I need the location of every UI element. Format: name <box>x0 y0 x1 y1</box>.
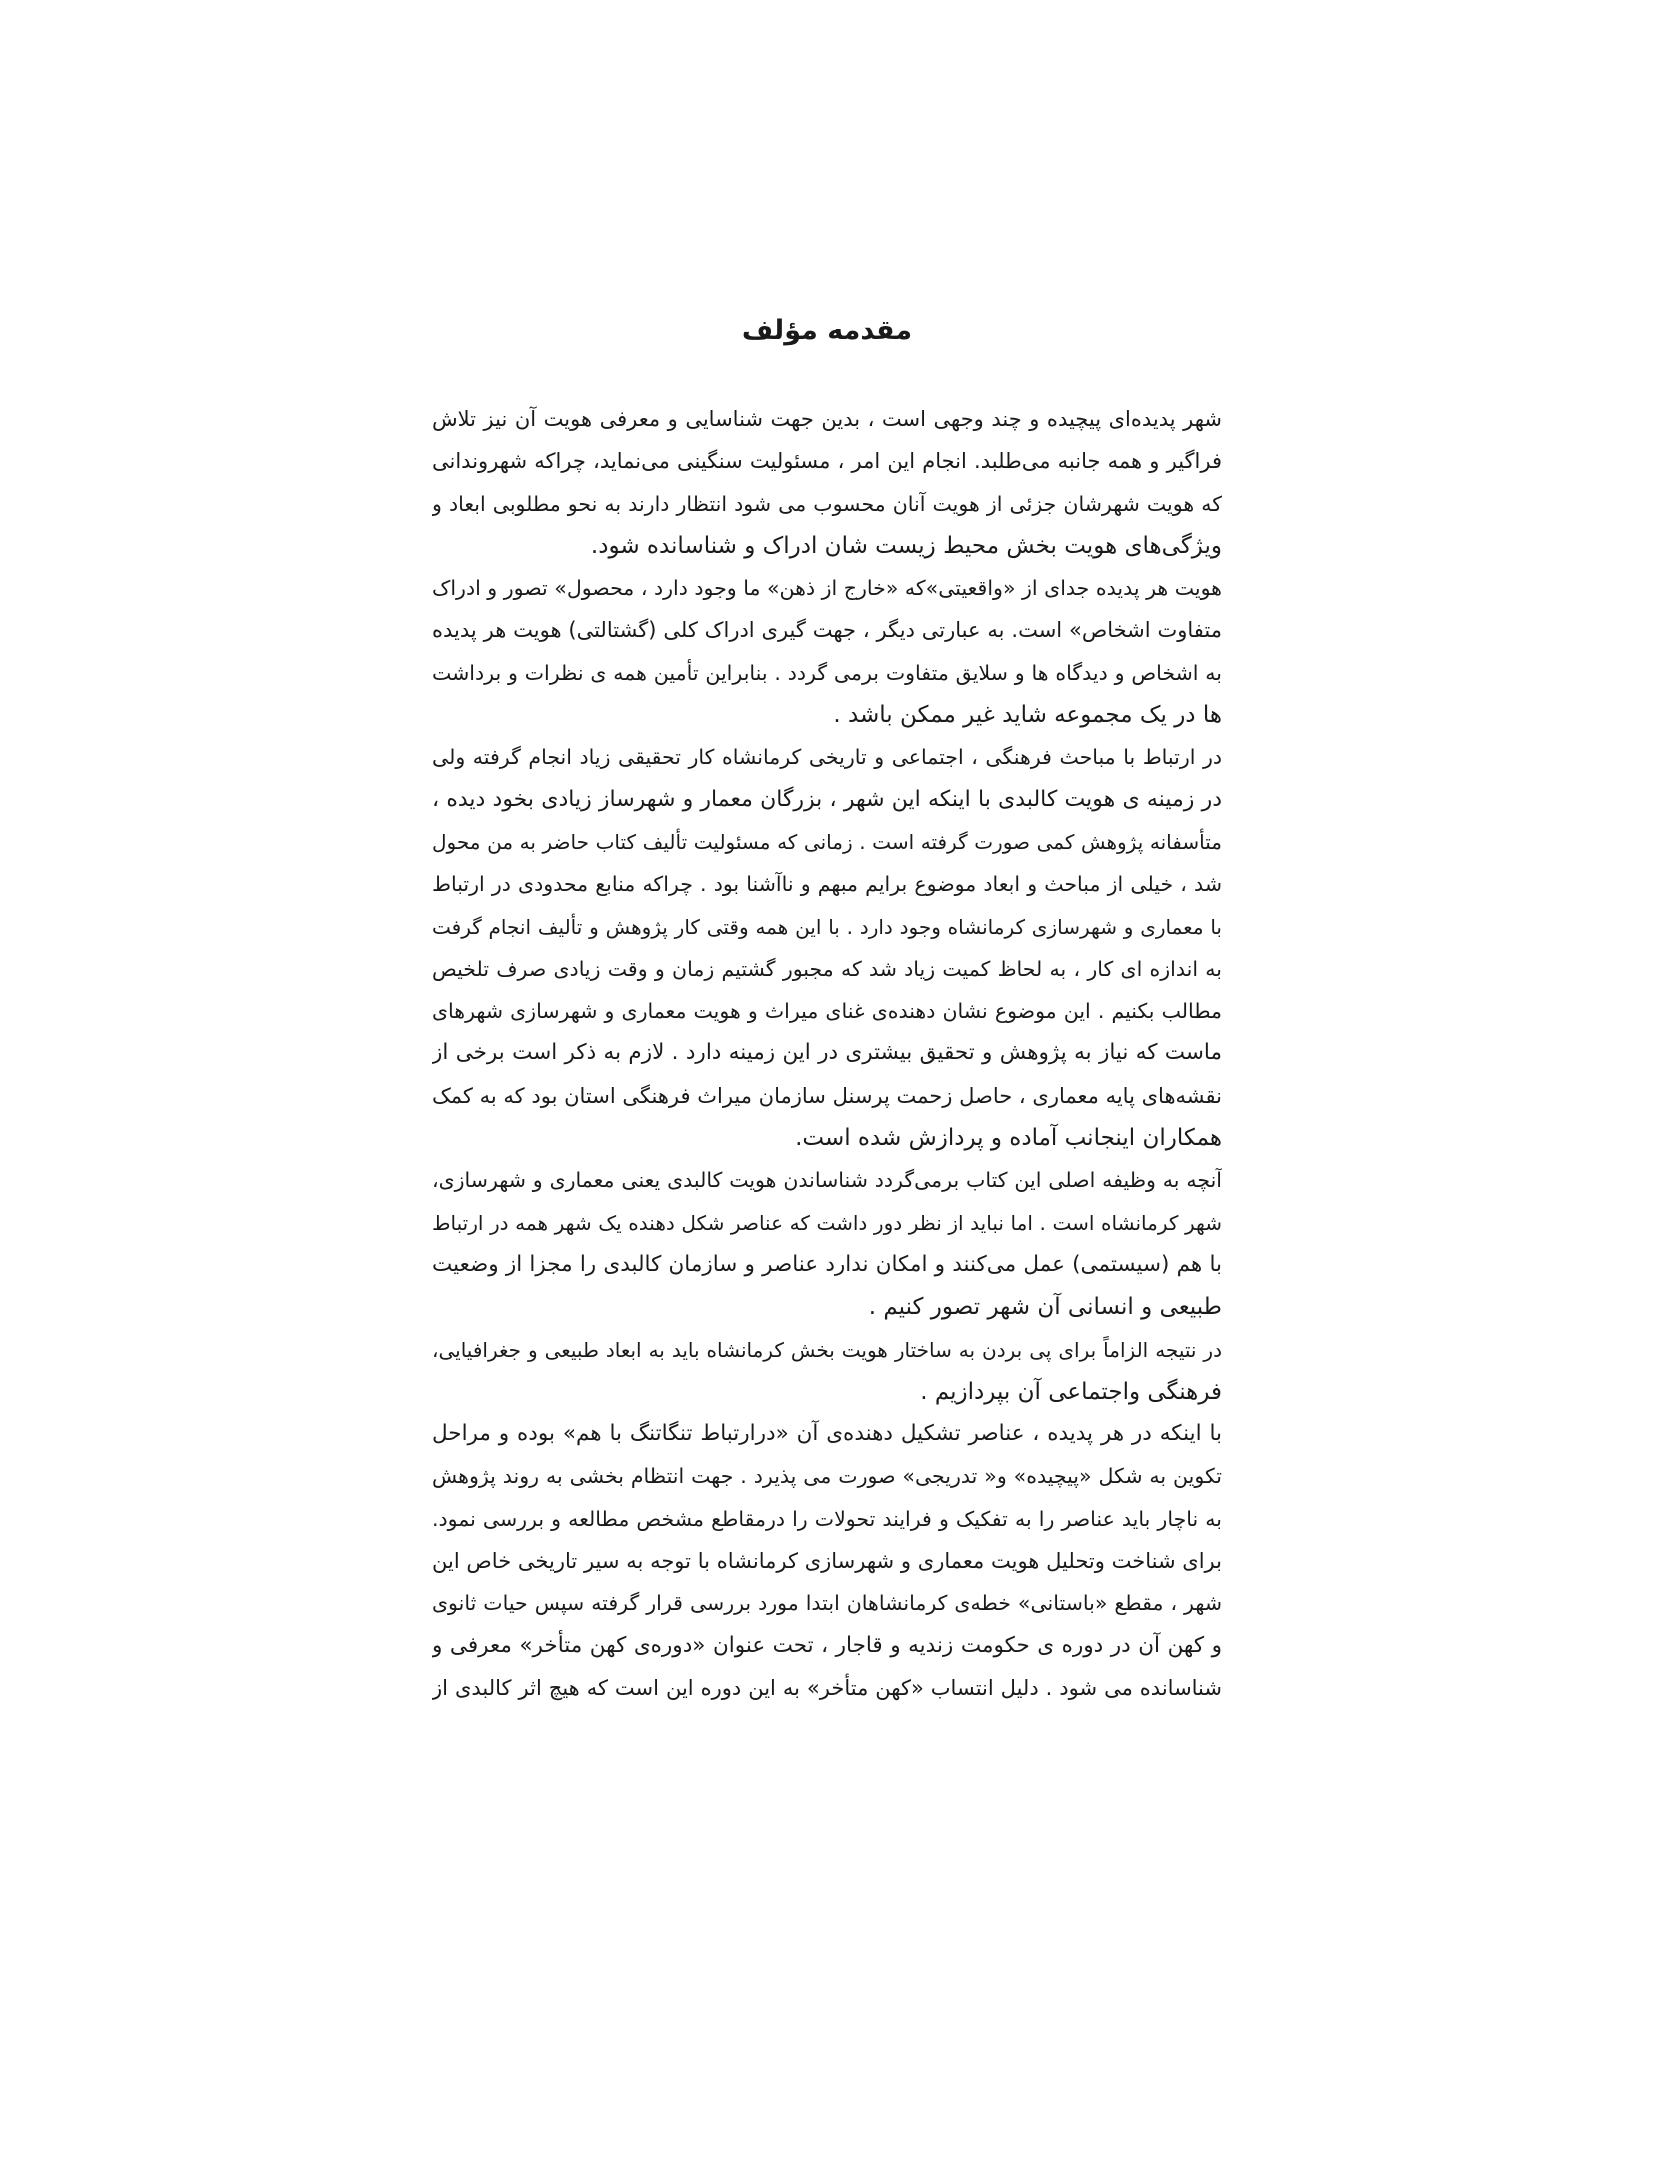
text-line: متفاوت اشخاص» است. به عبارتی دیگر ، جهت گیری ادراک کلی (گشتالتی) هویت هر پدیده <box>432 618 1222 643</box>
text-line: تکوین به شکل «پیچیده» و« تدریجی» صورت می پذیرد . جهت انتظام بخشی به روند پژوهش <box>432 1464 1222 1489</box>
text-line: شهر ، مقطع «باستانی» خطه‌ی کرمانشاهان ابتدا مورد بررسی قرار گرفته سپس حیات ثانوی <box>432 1591 1222 1616</box>
text-line: به اندازه ای کار ، به لحاظ کمیت زیاد شد که مجبور گشتیم زمان و وقت زیادی صرف تلخیص <box>432 956 1222 981</box>
text-line: شهر کرمانشاه است . اما نباید از نظر دور داشت که عناصر شکل دهنده یک شهر همه در ارتباط <box>432 1210 1222 1235</box>
text-line: در زمینه ی هویت کالبدی با اینکه این شهر ، بزرگان معمار و شهرساز زیادی بخود دیده ، <box>432 786 1222 812</box>
text-line: شد ، خیلی از مباحث و ابعاد موضوع برایم مبهم و ناآشنا بود . چراکه منابع محدودی در ارتباط <box>432 872 1222 897</box>
text-line: ها در یک مجموعه شاید غیر ممکن باشد . <box>833 702 1222 729</box>
text-line: به اشخاص و دیدگاه ها و سلایق متفاوت برمی گردد . بنابراین تأمین همه ی نظرات و برداشت <box>432 660 1222 685</box>
text-line: شناسانده می شود . دلیل انتساب «کهن متأخر» به این دوره این است که هیچ اثر کالبدی از <box>432 1675 1222 1700</box>
text-line: همکاران اینجانب آماده و پردازش شده است. <box>795 1125 1222 1152</box>
text-line: شهر پدیده‌ای پیچیده و چند وجهی است ، بدین جهت شناسایی و معرفی هویت آن نیز تلاش <box>432 407 1222 431</box>
text-line: در ارتباط با مباحث فرهنگی ، اجتماعی و تاریخی کرمانشاه کار تحقیقی زیاد انجام گرفته ولی <box>432 745 1222 770</box>
text-line: مطالب بکنیم . این موضوع نشان دهنده‌ی غنای میراث و هویت معماری و شهرسازی شهرهای <box>432 999 1222 1024</box>
text-line: فرهنگی واجتماعی آن بپردازیم . <box>920 1378 1222 1405</box>
text-line: آنچه به وظیفه اصلی این کتاب برمی‌گردد شناساندن هویت کالبدی یعنی معماری و شهرسازی، <box>432 1168 1222 1193</box>
body-text <box>432 398 1222 1709</box>
text-line: فراگیر و همه جانبه می‌طلبد. انجام این امر ، مسئولیت سنگینی می‌نماید، چراکه شهروندانی <box>432 449 1222 474</box>
text-line: ویژگی‌های هویت بخش محیط زیست شان ادراک و شناسانده شود. <box>590 532 1222 559</box>
text-line: به ناچار باید عناصر را به تفکیک و فرایند تحولات را درمقاطع مشخص مطالعه و بررسی نمود. <box>432 1506 1222 1531</box>
text-line: متأسفانه پژوهش کمی صورت گرفته است . زمانی که مسئولیت تألیف کتاب حاضر به من محول <box>432 829 1222 854</box>
text-line: هویت هر پدیده جدای از «واقعیتی»که «خارج از ذهن» ما وجود دارد ، محصول» تصور و ادراک <box>432 576 1222 601</box>
text-line: که هویت شهرشان جزئی از هویت آنان محسوب می شود انتظار دارند به نحو مطلوبی ابعاد و <box>432 491 1222 516</box>
text-line: و کهن آن در دوره ی حکومت زندیه و قاجار ، تحت عنوان «دوره‌ی کهن متأخر» معرفی و <box>432 1632 1222 1658</box>
text-line: برای شناخت وتحلیل هویت معماری و شهرسازی کرمانشاه با توجه به سیر تاریخی خاص این <box>432 1549 1222 1574</box>
text-line: ماست که نیاز به پژوهش و تحقیق بیشتری در این زمینه دارد . لازم به ذکر است برخی از <box>432 1040 1222 1066</box>
page-title: مقدمه مؤلف <box>741 315 913 346</box>
text-line: با معماری و شهرسازی کرمانشاه وجود دارد . با این همه وقتی کار پژوهش و تألیف انجام گرفت <box>432 914 1222 939</box>
text-line: نقشه‌های پایه معماری ، حاصل زحمت پرسنل سازمان میراث فرهنگی استان بود که به کمک <box>432 1083 1222 1108</box>
text-line: با اینکه در هر پدیده ، عناصر تشکیل دهنده‌ی آن «درارتباط تنگاتنگ با هم» بوده و مراحل <box>432 1421 1222 1447</box>
text-line: طبیعی و انسانی آن شهر تصور کنیم . <box>868 1294 1222 1321</box>
text-line: در نتیجه الزاماً برای پی بردن به ساختار هویت بخش کرمانشاه باید به ابعاد طبیعی و جغرافیایی، <box>432 1337 1222 1362</box>
text-line: با هم (سیستمی) عمل می‌کنند و امکان ندارد عناصر و سازمان کالبدی را مجزا از وضعیت <box>432 1251 1222 1277</box>
